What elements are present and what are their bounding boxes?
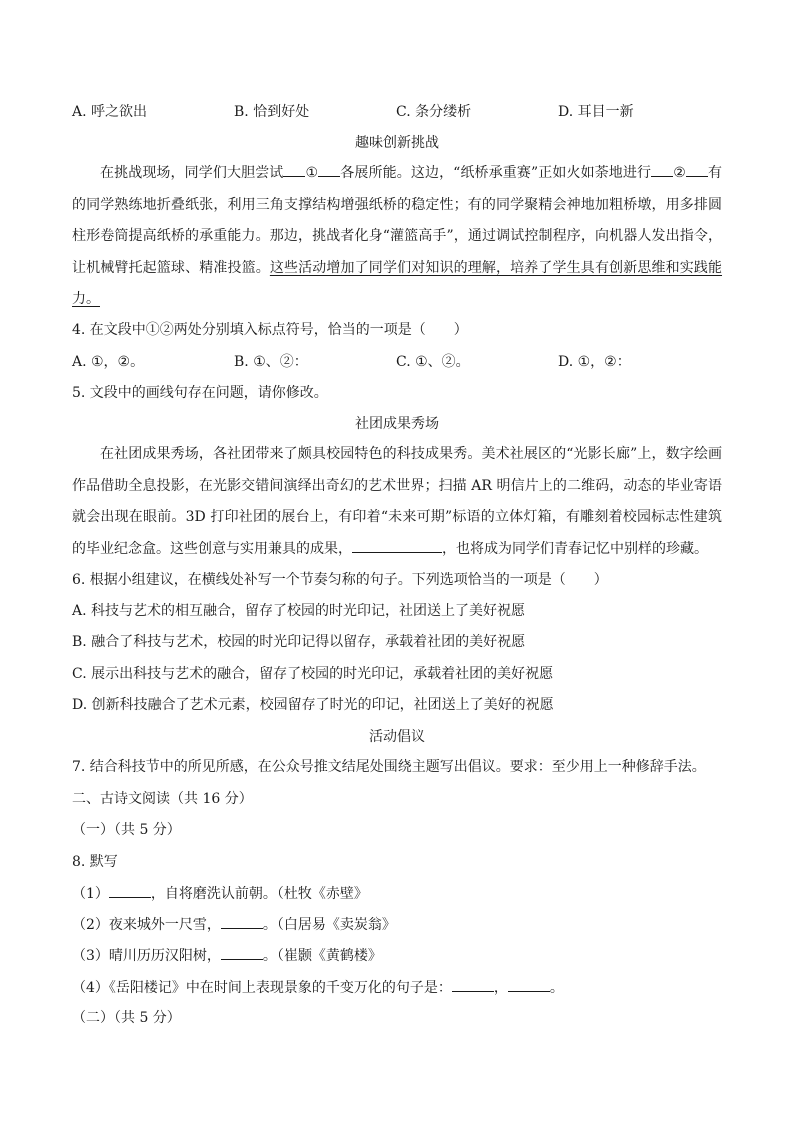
- q8-item-2: [72, 914, 396, 935]
- showcase-passage: [72, 439, 722, 565]
- q8-item-1: [72, 883, 368, 904]
- q4-option-a[interactable]: A. ①，②。: [72, 354, 145, 370]
- underlined-sentence: 这些活动增加了同学们对知识的理解，培养了学生具有创新思维和实践能力。: [72, 259, 723, 307]
- q8-item-4-blank-2[interactable]: [508, 977, 550, 992]
- part2-heading: 二、古诗文阅读（共 16 分）: [72, 791, 253, 807]
- q6-option-a[interactable]: A. 科技与艺术的相互融合，留存了校园的时光印记，社团送上了美好祝愿: [72, 603, 526, 619]
- q8-item-1-text: ，自将磨洗认前朝。（杜牧《赤壁》: [150, 886, 368, 902]
- q8-item-4-text: （4）《岳阳楼记》中在时间上表现景象的千变万化的句子是：: [72, 980, 452, 996]
- q6-option-b[interactable]: B. 融合了科技与艺术，校园的时光印记得以留存，承载着社团的美好祝愿: [72, 634, 526, 650]
- part2-sub2: （二）（共 5 分）: [72, 1010, 181, 1026]
- challenge-passage: [72, 158, 722, 316]
- q4-option-c[interactable]: C. ①、②。: [396, 354, 470, 370]
- q8-item-2-text: （2）夜来城外一尺雪，: [72, 917, 221, 933]
- part2-sub1: （一）（共 5 分）: [72, 822, 181, 838]
- q8-stem: 8. 默写: [72, 854, 118, 870]
- section-title-showcase: 社团成果秀场: [355, 416, 439, 432]
- q8-item-2-blank[interactable]: [221, 914, 263, 929]
- blank-1b: [318, 160, 340, 177]
- q8-item-3-text: （3）晴川历历汉阳树，: [72, 948, 221, 964]
- q8-item-4-end: 。: [549, 980, 564, 996]
- blank-1a: [283, 160, 305, 177]
- q8-item-3-source: 。（崔颢《黄鹤楼》: [262, 948, 382, 964]
- challenge-text-2: 各展所能。这边，“纸桥承重赛”正如火如荼地进行: [340, 165, 652, 181]
- q6-stem: 6. 根据小组建议，在横线处补写一个节奏匀称的句子。下列选项恰当的一项是（ ）: [72, 572, 608, 588]
- q8-item-4-blank-1[interactable]: [452, 977, 494, 992]
- section-title-proposal: 活动倡议: [369, 729, 425, 745]
- q3-option-b[interactable]: B. 恰到好处: [234, 104, 310, 120]
- q5-stem: 5. 文段中的画线句存在问题，请你修改。: [72, 385, 328, 401]
- q8-item-2-source: 。（白居易《卖炭翁》: [262, 917, 396, 933]
- q6-option-d[interactable]: D. 创新科技融合了艺术元素，校园留存了时光的印记，社团送上了美好的祝愿: [72, 697, 554, 713]
- blank-2b: [686, 160, 708, 177]
- challenge-text-3: 有的同学熟练地折叠纸张，利用三角支撑结构增强纸桥的稳定性；有的同学聚精会神地加粗桥墩，用多排圆柱形卷筒提高纸桥的承重能力。那边，挑战者化身“灌篮高手”，通过调试控制程序，向机器人发出指令，让机械臂托起篮球、精准投篮。: [72, 165, 723, 276]
- q8-item-4-comma: ，: [493, 980, 508, 996]
- showcase-text-1: 在社团成果秀场，各社团带来了颇具校园特色的科技成果秀。美术社展区的“光影长廊”上，数字绘画作品借助全息投影，在光影交错间演绎出奇幻的艺术世界；扫描 AR 明信片上的二维码，动态的毕业寄语就会出现在眼前。3D 打印社团的展台上，有印着“未来可期”标语的立体灯箱，有雕刻着校园标志性建筑的毕业纪念盒。这些创意与实用兼具的成果，: [72, 446, 722, 557]
- q4-stem: 4. 在文段中①②两处分别填入标点符号，恰当的一项是（ ）: [72, 322, 468, 338]
- showcase-text-2: ，也将成为同学们青春记忆中别样的珍藏。: [442, 540, 708, 557]
- q7-stem: 7. 结合科技节中的所见所感，在公众号推文结尾处围绕主题写出倡议。要求：至少用上一种修辞手法。: [72, 759, 706, 775]
- challenge-text-1: 在挑战现场，同学们大胆尝试: [100, 165, 284, 181]
- q4-option-b[interactable]: B. ①、②：: [234, 354, 308, 370]
- q8-item-4: [72, 977, 564, 998]
- q3-options: [72, 102, 722, 122]
- blank-2a: [651, 160, 673, 177]
- q3-option-a[interactable]: A. 呼之欲出: [72, 104, 148, 120]
- q8-item-3-blank[interactable]: [221, 945, 263, 960]
- q8-item-1-number: （1）: [72, 886, 109, 902]
- q3-option-c[interactable]: C. 条分缕析: [396, 104, 472, 120]
- q6-option-c[interactable]: C. 展示出科技与艺术的融合，留存了校园的时光印记，承载着社团的美好祝愿: [72, 666, 554, 682]
- marker-2: ②: [673, 165, 686, 181]
- q3-option-d[interactable]: D. 耳目一新: [558, 104, 634, 120]
- section-title-challenge: 趣味创新挑战: [355, 135, 439, 151]
- marker-1: ①: [305, 165, 319, 181]
- q4-options: [72, 352, 722, 372]
- q8-item-1-blank[interactable]: [109, 883, 151, 898]
- q8-item-3: [72, 945, 382, 966]
- q4-option-d[interactable]: D. ①，②：: [558, 354, 631, 370]
- showcase-blank: [352, 536, 442, 553]
